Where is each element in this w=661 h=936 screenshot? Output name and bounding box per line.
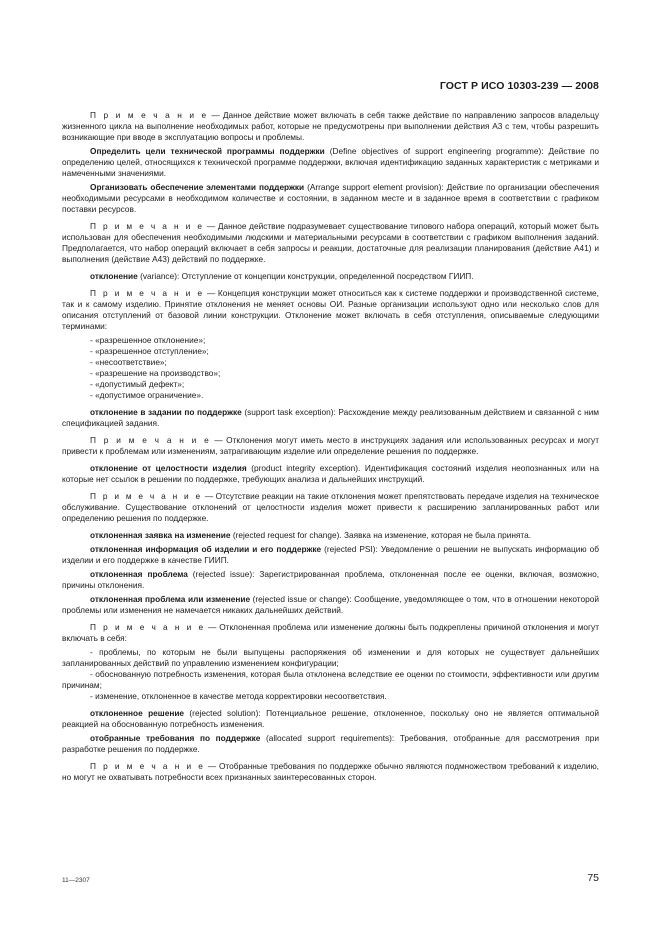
note-label: П р и м е ч а н и е: [90, 221, 205, 231]
term-text: (Define objectives of support engineering programme): Действие по определению целей, относящихся к технической программе поддержки, включая идентификацию заданных характеристик с метриками и намеченными значениями.: [62, 146, 600, 178]
term-title: отклонение в задании по поддержке: [90, 407, 242, 417]
document-header: ГОСТ Р ИСО 10303-239 — 2008: [439, 80, 599, 92]
note-text: — Концепция конструкции может относиться как к системе поддержки и производственной системе, так и к самому изделию. Принятие отклонения не меняет основы ОИ. Разные организации используют одно или несколько слов для описания отступлений от базовой линии конструкции. Отклонение может включать в себя отступления, описываемые следующими терминами:: [62, 288, 599, 331]
term-text: (rejected request for change). Заявка на изменение, которая не была принята.: [230, 530, 532, 540]
list-item: - обоснованную потребность изменения, которая была отклонена вследствие ее оценки по стоимости, эффективности или другим причинам;: [62, 669, 599, 690]
term-title: отобранные требования по поддержке: [90, 733, 261, 743]
term-definition: [62, 544, 599, 566]
note-text: — Отобранные требования по поддержке обычно являются подмножеством требований к изделию, но могут не охватывать потребности всех признанных заинтересованных сторон.: [62, 761, 599, 782]
note-label: П р и м е ч а н и е: [90, 622, 206, 632]
term-definition: [62, 733, 599, 755]
note-label: П р и м е ч а н и е: [90, 491, 203, 501]
term-definition: [62, 182, 599, 215]
note-paragraph: [62, 761, 599, 783]
note-paragraph: [62, 288, 599, 332]
term-title: отклоненное решение: [90, 708, 185, 718]
note-label: П р и м е ч а н и е: [90, 288, 205, 298]
note-label: П р и м е ч а н и е: [90, 435, 211, 445]
term-text: (variance): Отступление от концепции конструкции, определенной посредством ГИИП.: [137, 271, 474, 281]
bullet-list: [62, 647, 599, 702]
term-title: отклоненная проблема: [90, 569, 188, 579]
list-item: - «разрешенное отступление»;: [90, 346, 209, 356]
note-text: — Данное действие может включать в себя также действие по направлению запросов владельцу жизненного цикла на выполнение необходимых работ, которые не предусмотрены при выполнении действия А3 с тем, чтобы разрешить возникающие при вводе в эксплуатацию вопросы и проблемы.: [62, 110, 599, 142]
term-title: отклонение от целостности изделия: [90, 463, 247, 473]
note-paragraph: [62, 622, 599, 644]
term-definition: [62, 407, 599, 429]
term-text: (support task exception): Расхождение между реализованным действием и связанной с ним спецификацией задания.: [62, 407, 600, 428]
list-item: - «несоответствие»;: [90, 357, 167, 367]
note-text: — Отсутствие реакции на такие отклонения может препятствовать передаче изделия на техническое обслуживание. Существование отклонений от целостности изделия может привести к расширению запланированных работ или определению решения по поддержке.: [62, 491, 599, 523]
list-item: - «допустимое ограничение».: [90, 390, 204, 400]
note-paragraph: [62, 491, 599, 524]
note-text: — Данное действие подразумевает существование типового набора операций, который может быть использован для обеспечения необходимыми людскими и материальными ресурсами в соответствии с графиком выполнения заданий. Предполагается, что набор операций включает в себя запросы и реакции, достаточные для реализации планирования (действие А41) и выполнения (действие А43) действий по поддержке.: [62, 221, 599, 264]
footer-code: 11—2307: [62, 877, 90, 884]
term-definition: [62, 594, 599, 616]
term-text: (product integrity exception). Идентификация состояний изделия неопознанных или на которые нет ссылок в решении по поддержке, требующих анализа и дальнейших инструкций.: [62, 463, 599, 484]
term-text: (rejected PSI): Уведомление о решении не выпускать информацию об изделии и его поддержке в качестве ГИИП.: [62, 544, 599, 565]
list-item: - «разрешенное отклонение»;: [90, 335, 206, 345]
term-definition: [62, 530, 599, 541]
term-definition: [62, 146, 599, 179]
term-text: (rejected issue): Зарегистрированная проблема, отклоненная после ее оценки, включая, возможно, причины отклонения.: [62, 569, 599, 590]
note-text: — Отклонения могут иметь место в инструкциях задания или использованных ресурсах и могут привести к проблемам или изменениям, затрагивающим изделие или определение решения по поддержке.: [62, 435, 599, 456]
note-label: П р и м е ч а н и е: [90, 110, 209, 120]
note-paragraph: [62, 435, 599, 457]
term-definition: [62, 569, 599, 591]
note-paragraph: [62, 110, 599, 143]
list-item: - «допустимый дефект»;: [90, 379, 185, 389]
term-title: отклоненная заявка на изменение: [90, 530, 231, 540]
term-definition: [62, 463, 599, 485]
term-title: отклоненная информация об изделии и его поддержке: [90, 544, 322, 554]
note-label: П р и м е ч а н и е: [90, 761, 206, 771]
term-text: (Arrange support element provision): Действие по организации обеспечения необходимыми ресурсами в необходимом количестве и состоянии, в заданном месте и в заданное время в соответствии с графиком поставки ресурсов.: [62, 182, 599, 214]
list-item: - проблемы, по которым не были выпущены распоряжения об изменении и для которых не существует дальнейших запланированных действий по управлению изменением конфигурации;: [62, 647, 599, 668]
document-body: [62, 110, 599, 786]
term-title: отклоненная проблема или изменение: [90, 594, 251, 604]
page-number: 75: [587, 872, 599, 884]
term-text: (rejected issue or change): Сообщение, уведомляющее о том, что в отношении некоторой проблемы или изменения не намечается никаких дальнейших действий.: [62, 594, 599, 615]
list-item: - «разрешение на производство»;: [90, 368, 221, 378]
term-definition: [62, 708, 599, 730]
term-title: отклонение: [90, 271, 138, 281]
term-definition: [62, 271, 599, 282]
term-title: Определить цели технической программы поддержки: [90, 146, 325, 156]
note-paragraph: [62, 221, 599, 265]
term-title: Организовать обеспечение элементами поддержки: [90, 182, 305, 192]
term-text: (rejected solution): Потенциальное решение, отклоненное, поскольку оно не является оптимальной реакцией на обоснованную потребность изменения.: [62, 708, 600, 729]
list-item: - изменение, отклоненное в качестве метода корректировки несоответствия.: [90, 691, 387, 701]
bullet-list: [62, 335, 599, 401]
term-text: (allocated support requirements): Требования, отобранные для рассмотрения при разработке решения по поддержке.: [62, 733, 599, 754]
note-text: — Отклоненная проблема или изменение должны быть подкреплены причиной отклонения и могут включать в себя:: [62, 622, 599, 643]
